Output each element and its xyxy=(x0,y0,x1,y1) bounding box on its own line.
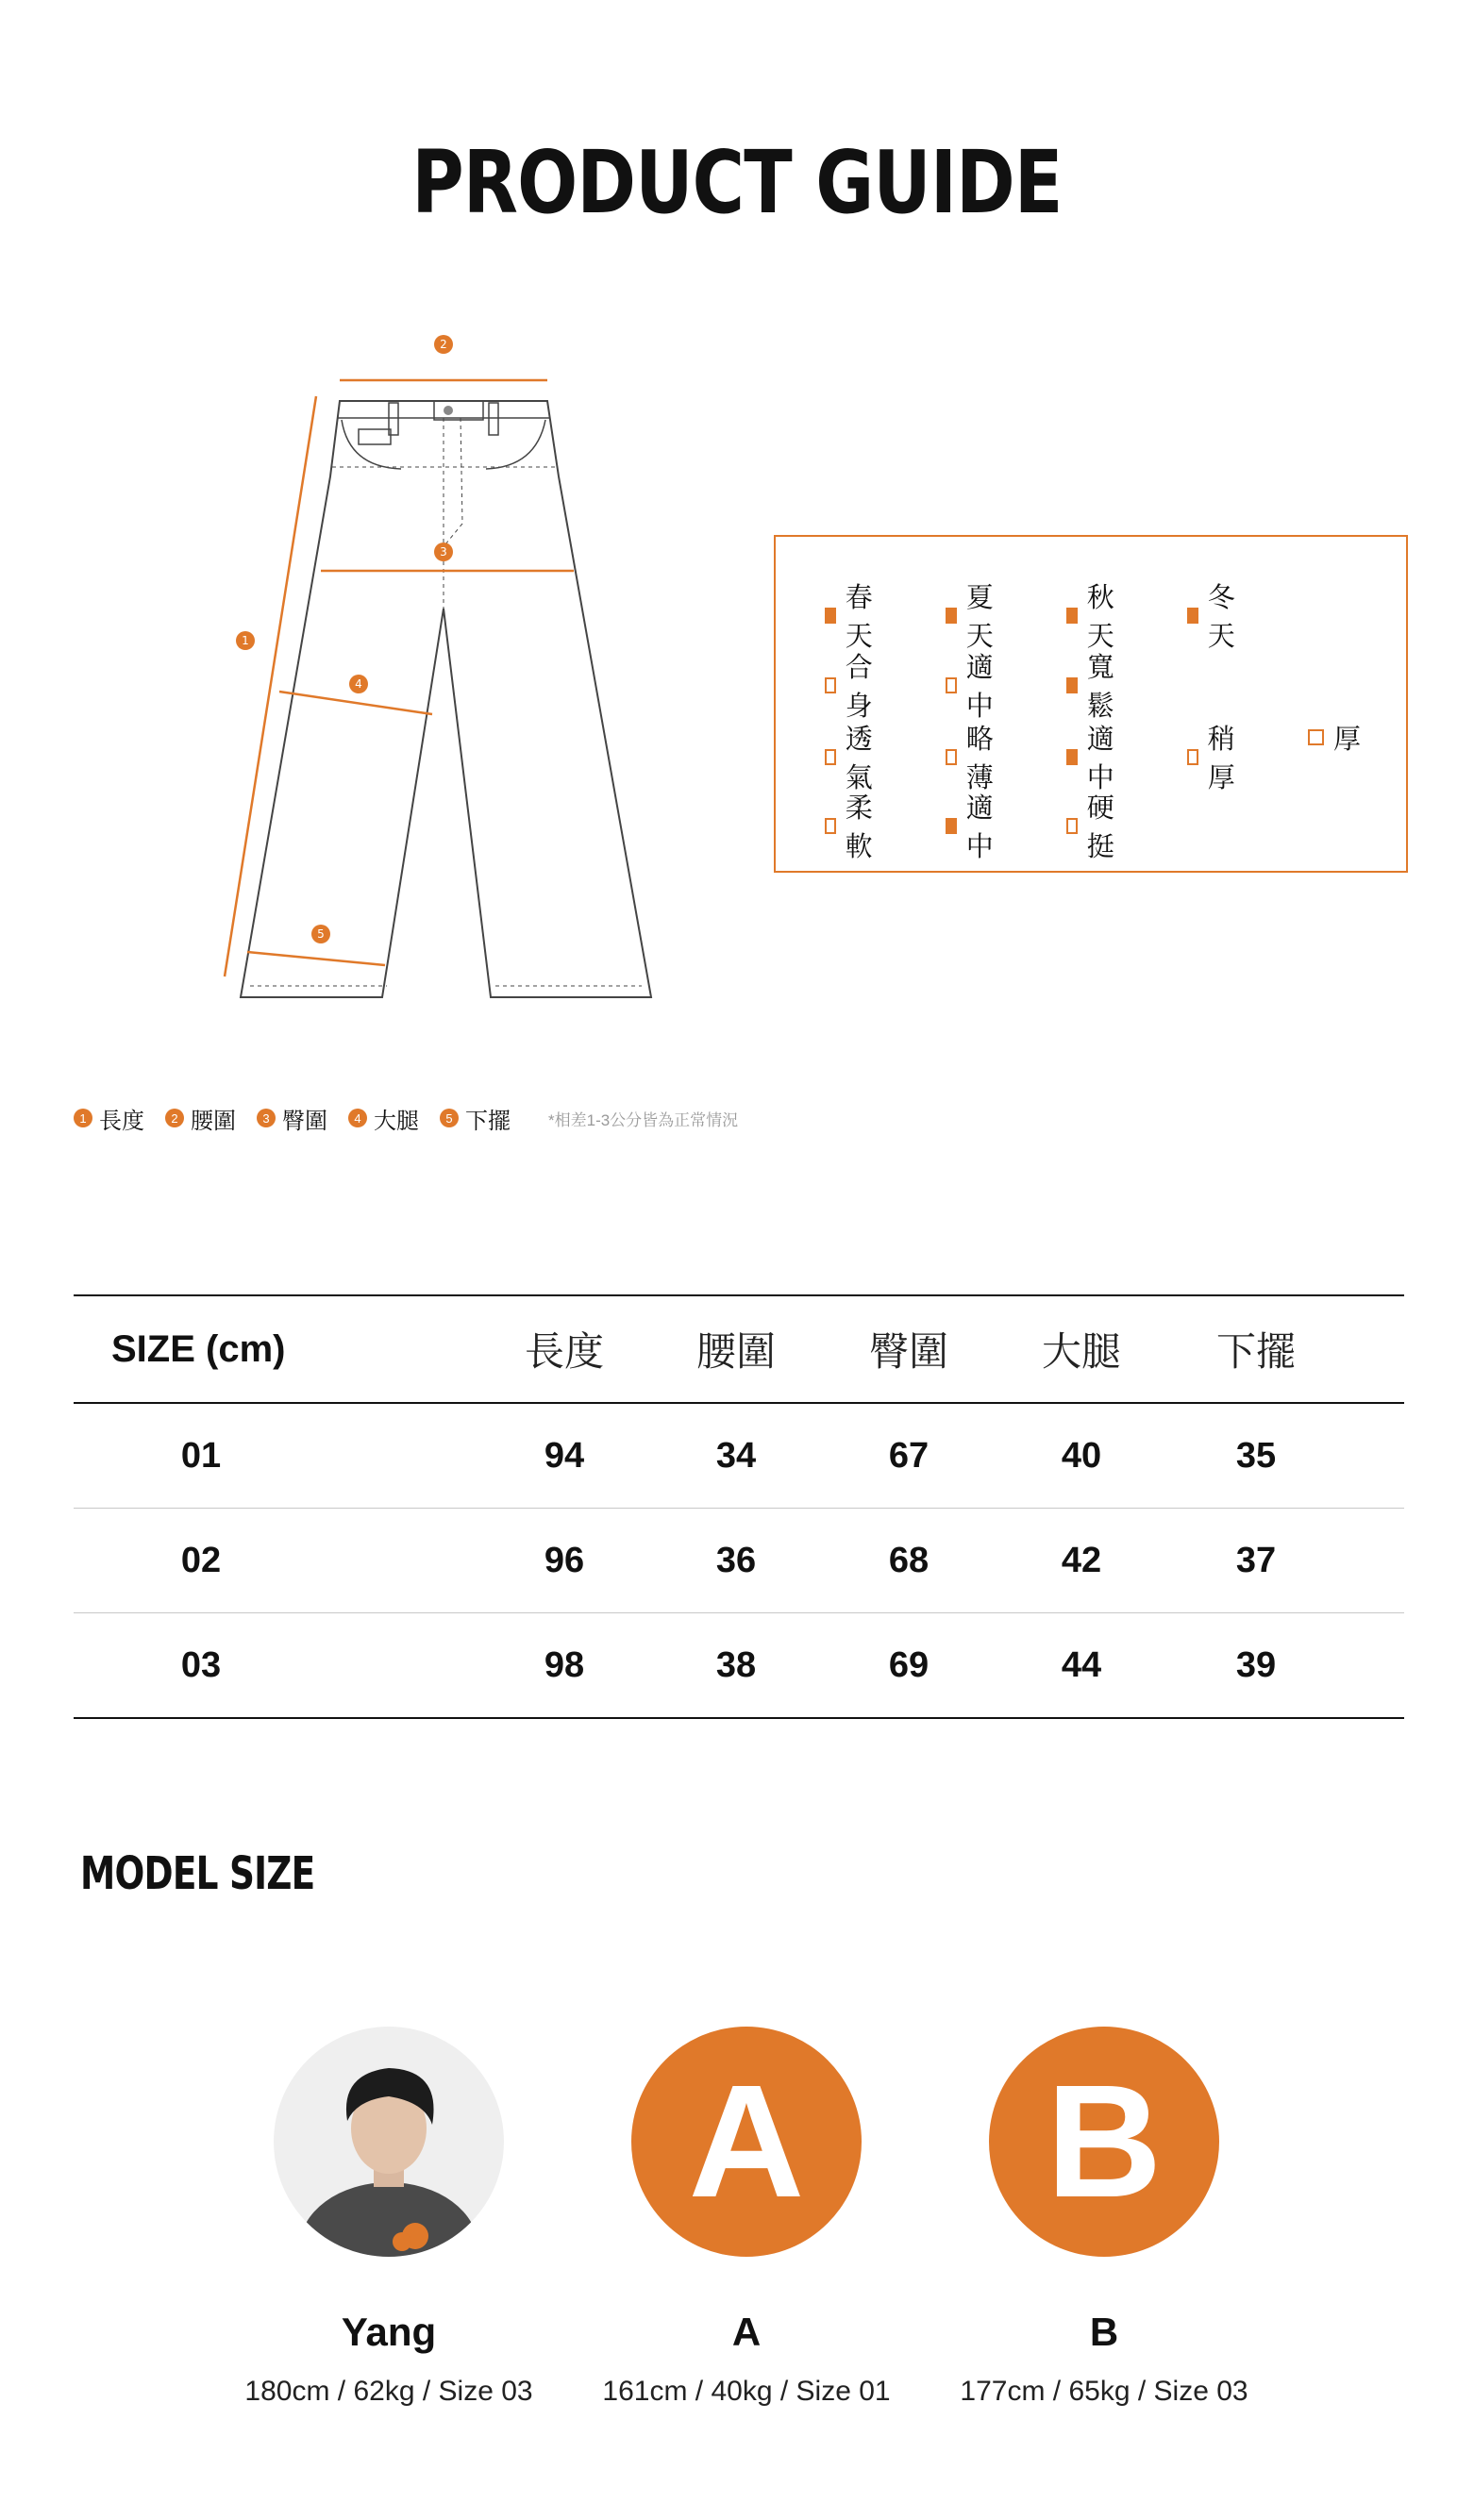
table-cell: 94 xyxy=(544,1435,585,1476)
model-name: Yang xyxy=(341,2310,437,2354)
table-cell: 44 xyxy=(1061,1644,1102,1685)
legend-item: 1 長度 xyxy=(74,1102,144,1135)
svg-text:4: 4 xyxy=(355,677,362,691)
table-cell: 37 xyxy=(1235,1540,1277,1580)
table-cell: 69 xyxy=(888,1644,930,1685)
legend-item: 3 臀圍 xyxy=(257,1102,327,1135)
measure-markers xyxy=(236,335,453,943)
checkbox-icon xyxy=(825,749,836,765)
model-card-b xyxy=(925,2027,1283,2408)
table-cell: 38 xyxy=(715,1644,757,1685)
model-name: A xyxy=(731,2310,762,2354)
measurement-legend xyxy=(74,1102,738,1134)
property-option: 適中 xyxy=(946,646,998,724)
table-cell: 40 xyxy=(1061,1435,1102,1476)
property-option: 適中 xyxy=(1066,718,1119,795)
property-option: 夏天 xyxy=(946,576,998,654)
property-option: 寬鬆 xyxy=(1066,646,1119,724)
checkbox-icon xyxy=(1187,749,1198,765)
model-stats: 180cm / 62kg / Size 03 xyxy=(244,2376,533,2407)
property-option: 稍厚 xyxy=(1187,718,1240,795)
avatar-letter-a: A xyxy=(631,2027,862,2257)
property-option: 柔軟 xyxy=(825,787,878,864)
svg-text:2: 2 xyxy=(440,338,447,351)
model-size-title: MODEL SIZE xyxy=(80,1847,315,1900)
model-card-a xyxy=(567,2027,926,2408)
checkbox-icon xyxy=(1066,677,1078,693)
property-option: 合身 xyxy=(825,646,878,724)
table-cell: 96 xyxy=(544,1540,585,1580)
table-cell: 03 xyxy=(180,1644,222,1685)
table-cell: 42 xyxy=(1061,1540,1102,1580)
header-cell: 長度 xyxy=(524,1329,604,1374)
table-cell: 67 xyxy=(888,1435,930,1476)
number-badge-icon: 1 xyxy=(74,1109,92,1127)
checkbox-icon xyxy=(946,608,957,624)
avatar-letter-b: B xyxy=(989,2027,1219,2257)
number-badge-icon: 2 xyxy=(165,1109,184,1127)
legend-item: 2 腰圍 xyxy=(165,1102,236,1135)
table-cell: 34 xyxy=(715,1435,757,1476)
model-photo-illustration xyxy=(274,2027,504,2257)
checkbox-icon xyxy=(1187,608,1198,624)
checkbox-icon xyxy=(825,677,836,693)
header-cell: 下擺 xyxy=(1215,1329,1296,1374)
table-cell: 35 xyxy=(1235,1435,1277,1476)
property-option: 冬天 xyxy=(1187,576,1240,654)
checkbox-icon xyxy=(946,749,957,765)
svg-text:1: 1 xyxy=(242,634,249,647)
table-row xyxy=(74,1613,1404,1719)
svg-text:3: 3 xyxy=(440,545,447,559)
table-cell: 68 xyxy=(888,1540,930,1580)
table-cell: 39 xyxy=(1235,1644,1277,1685)
table-cell: 01 xyxy=(180,1435,222,1476)
model-stats: 177cm / 65kg / Size 03 xyxy=(960,2376,1248,2407)
property-option: 春天 xyxy=(825,576,878,654)
svg-text:5: 5 xyxy=(317,927,325,941)
checkbox-icon xyxy=(825,818,836,834)
table-header-row xyxy=(74,1294,1404,1404)
property-option: 秋天 xyxy=(1066,576,1119,654)
property-option: 適中 xyxy=(946,787,998,864)
model-card-yang xyxy=(209,2027,568,2408)
number-badge-icon: 3 xyxy=(257,1109,276,1127)
legend-note: *相差1-3公分皆為正常情況 xyxy=(548,1110,739,1129)
pants-diagram xyxy=(208,325,661,1043)
table-cell: 02 xyxy=(180,1540,222,1580)
header-cell: 大腿 xyxy=(1041,1329,1121,1374)
checkbox-icon xyxy=(825,608,836,624)
model-photo xyxy=(274,2027,504,2257)
property-option: 略薄 xyxy=(946,718,998,795)
checkbox-icon xyxy=(946,677,957,693)
table-row xyxy=(74,1404,1404,1509)
page-title: PRODUCT GUIDE xyxy=(411,132,1063,233)
size-table xyxy=(74,1294,1404,1719)
legend-item: 4 大腿 xyxy=(348,1102,419,1135)
model-stats: 161cm / 40kg / Size 01 xyxy=(602,2376,891,2407)
checkbox-icon xyxy=(1066,818,1078,834)
property-option: 厚 xyxy=(1308,718,1361,757)
model-name: B xyxy=(1089,2310,1119,2354)
table-cell: 36 xyxy=(715,1540,757,1580)
legend-item: 5 下擺 xyxy=(440,1102,511,1135)
table-row xyxy=(74,1509,1404,1613)
property-option: 透氣 xyxy=(825,718,878,795)
header-cell: SIZE (cm) xyxy=(111,1327,286,1370)
number-badge-icon: 4 xyxy=(348,1109,367,1127)
number-badge-icon: 5 xyxy=(440,1109,459,1127)
header-cell: 臀圍 xyxy=(868,1329,948,1374)
checkbox-icon xyxy=(946,818,957,834)
table-cell: 98 xyxy=(544,1644,585,1685)
checkbox-icon xyxy=(1308,729,1324,745)
property-option: 硬挺 xyxy=(1066,787,1119,864)
checkbox-icon xyxy=(1066,608,1078,624)
product-properties-box xyxy=(774,535,1408,873)
checkbox-icon xyxy=(1066,749,1078,765)
header-cell: 腰圍 xyxy=(695,1329,776,1374)
